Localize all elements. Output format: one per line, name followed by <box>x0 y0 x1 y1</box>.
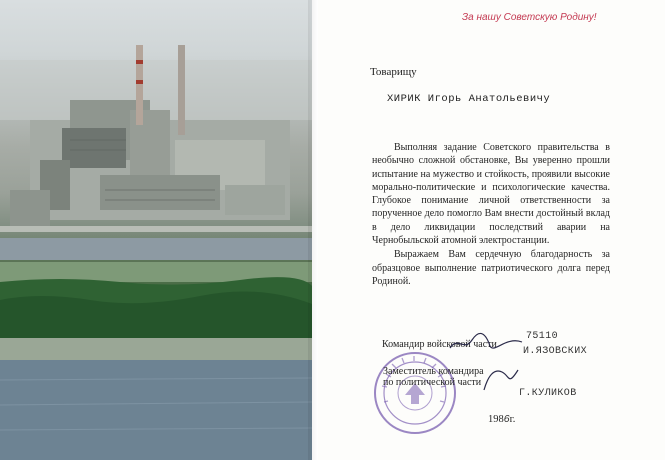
greeting: Товарищу <box>370 66 417 78</box>
commander-signature <box>446 330 526 356</box>
year-prefix: 198 <box>488 414 504 425</box>
body-paragraph: Выражаем Вам сердечную благодарность за образцовое выполнение патриотического долга перед Родиной. <box>372 249 610 287</box>
photo-illustration <box>0 0 312 460</box>
year-unit: г. <box>509 414 516 425</box>
year-suffix: 6 <box>503 413 510 425</box>
deputy-title-line2: по политической части <box>383 377 482 388</box>
letter-body <box>372 141 610 288</box>
body-paragraph: Выполняя задание Советского правительства в необычно сложной обстановке, Вы уверенно прошли испытание на мужество и стойкость, проявили высокие морально-политические и психологические качества. Глубокое понимание личной ответственности за порученное дело помогло Вам внести достойный вклад в дело ликвидации последствий аварии на Чернобыльской атомной электростанции. <box>372 142 610 247</box>
page-fold <box>308 0 318 460</box>
commander-name: И.ЯЗОВСКИХ <box>523 346 588 357</box>
aerial-photo <box>0 0 312 460</box>
recipient-name: ХИРИК Игорь Анатольевичу <box>387 93 551 105</box>
deputy-title-line1: Заместитель командира <box>383 366 484 377</box>
commander-title: Командир войсковой части <box>382 339 497 350</box>
year-line <box>488 413 515 425</box>
deputy-signature <box>478 364 522 394</box>
motto-header: За нашу Советскую Родину! <box>462 12 597 23</box>
unit-number: 75110 <box>526 331 559 342</box>
official-seal-stamp <box>372 350 458 436</box>
deputy-name: Г.КУЛИКОВ <box>519 388 577 399</box>
